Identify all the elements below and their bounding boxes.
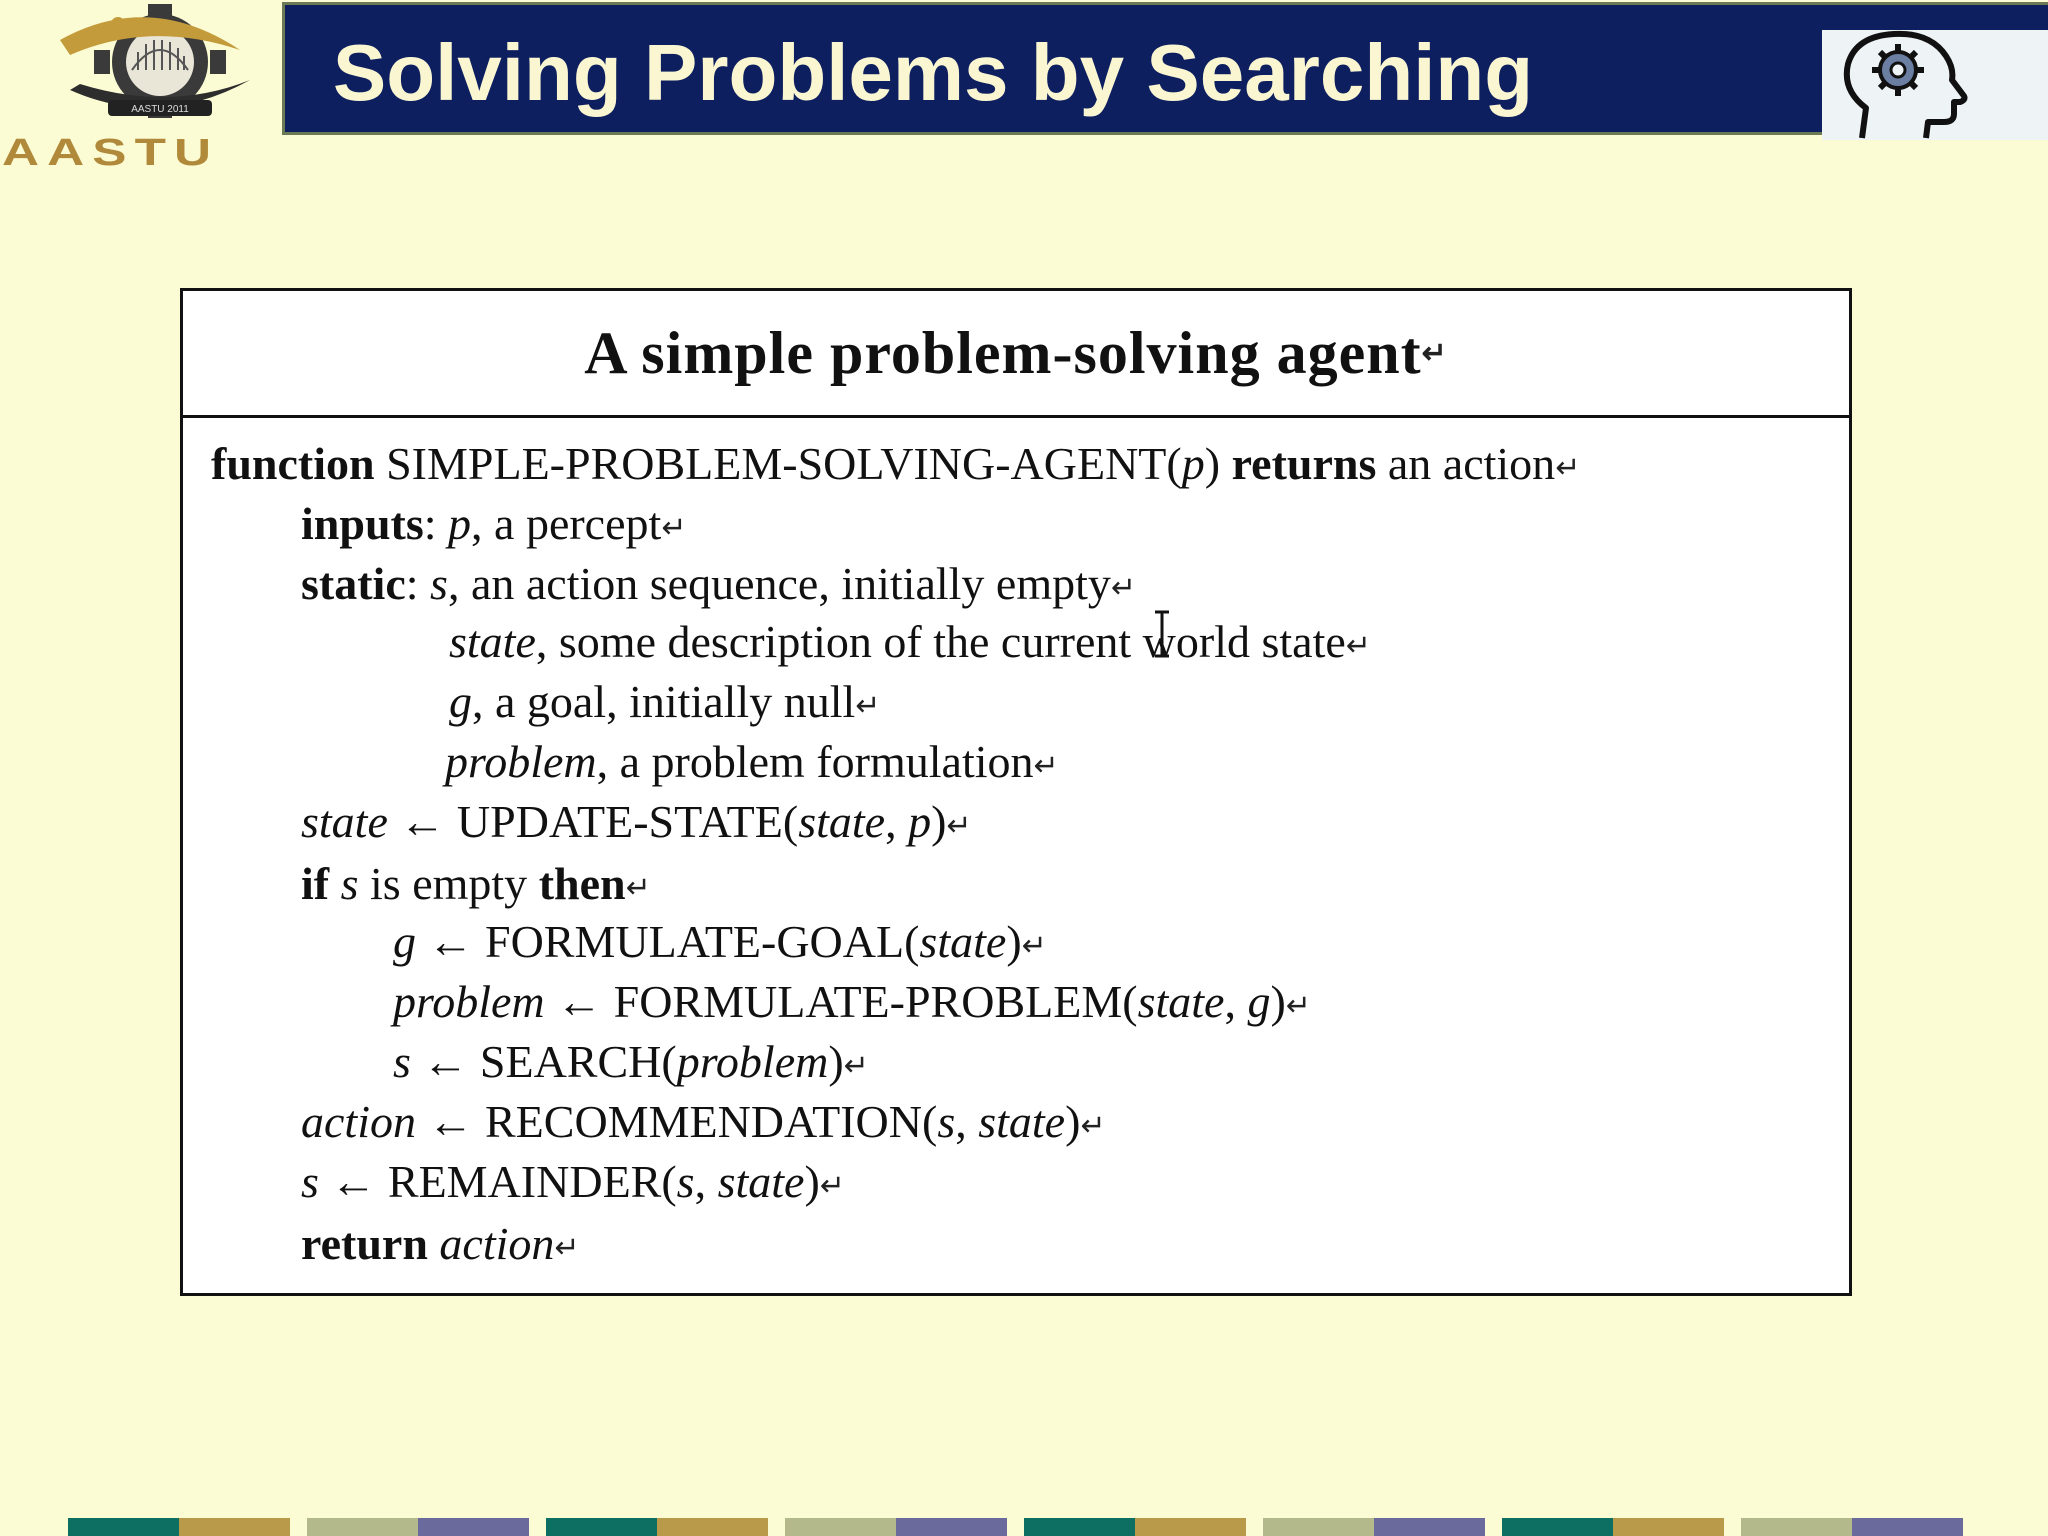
assign-arrow: ← — [416, 916, 485, 967]
paren-close: ) — [931, 796, 947, 847]
argument: s — [676, 1156, 695, 1207]
assign-arrow: ← — [410, 1036, 480, 1087]
pseudocode-line-5 — [449, 674, 880, 734]
paren-close: ) — [1270, 976, 1286, 1027]
return-mark: ↵ — [661, 511, 687, 545]
description: , a problem formulation — [596, 736, 1034, 787]
return-mark: ↵ — [1345, 629, 1371, 663]
stripe-teal — [1024, 1518, 1135, 1536]
function-call: REMAINDER( — [387, 1156, 677, 1207]
pseudocode-line-8 — [301, 856, 651, 916]
function-name: SIMPLE-PROBLEM-SOLVING-AGENT( — [386, 438, 1182, 489]
pseudocode-line-13 — [301, 1154, 845, 1214]
assign-target: action — [301, 1096, 416, 1147]
comma: , — [955, 1096, 979, 1147]
assign-arrow: ← — [415, 1096, 485, 1147]
return-mark: ↵ — [1285, 989, 1311, 1023]
pseudocode-line-3 — [301, 556, 1136, 616]
argument: s — [937, 1096, 956, 1147]
pseudocode-line-10 — [393, 974, 1311, 1034]
return-mark: ↵ — [819, 1169, 845, 1203]
pseudocode-line-6 — [445, 734, 1059, 794]
function-call: FORMULATE-PROBLEM( — [613, 976, 1138, 1027]
function-call: FORMULATE-GOAL( — [485, 916, 920, 967]
variable: problem — [445, 736, 597, 787]
assign-arrow: ← — [318, 1156, 388, 1207]
stripe-purple — [1374, 1518, 1485, 1536]
stripe-gold — [1135, 1518, 1246, 1536]
assign-arrow: ← — [387, 796, 457, 847]
return-mark: ↵ — [1021, 929, 1047, 963]
description: , an action sequence, initially empty — [447, 558, 1111, 609]
brain-gear-head-icon — [1822, 30, 2048, 140]
return-mark: ↵ — [1555, 451, 1581, 485]
footer-stripes — [68, 1518, 1980, 1536]
algorithm-heading — [183, 291, 1849, 418]
stripe-teal — [68, 1518, 179, 1536]
function-arg: p — [1181, 438, 1205, 489]
pseudocode-line-11 — [393, 1034, 869, 1094]
stripe-group — [1263, 1518, 1485, 1536]
variable: s — [340, 858, 359, 909]
stripe-group — [68, 1518, 290, 1536]
return-mark: ↵ — [855, 689, 881, 723]
keyword-returns: returns — [1231, 438, 1377, 489]
argument: state — [978, 1096, 1066, 1147]
variable: g — [449, 676, 472, 727]
keyword-then: then — [538, 858, 626, 909]
variable: state — [449, 616, 536, 667]
stripe-teal — [1502, 1518, 1613, 1536]
stripe-group — [1741, 1518, 1963, 1536]
colon: : — [405, 558, 419, 609]
stripe-purple — [1852, 1518, 1963, 1536]
keyword-static: static — [301, 558, 406, 609]
argument: problem — [676, 1036, 829, 1087]
argument: g — [1247, 976, 1271, 1027]
pseudocode-line-1 — [211, 436, 1580, 496]
return-mark: ↵ — [1110, 571, 1137, 605]
argument: state — [798, 796, 886, 847]
comma: , — [694, 1156, 718, 1207]
colon: : — [423, 498, 437, 549]
return-mark: ↵ — [946, 809, 972, 843]
assign-target: state — [301, 796, 388, 847]
slide-title: Solving Problems by Searching — [332, 28, 1534, 117]
assign-target: s — [301, 1156, 319, 1207]
assign-target: problem — [393, 976, 545, 1027]
keyword-function: function — [211, 438, 375, 489]
return-mark: ↵ — [1033, 749, 1059, 783]
return-mark: ↵ — [1080, 1109, 1106, 1143]
keyword-return: return — [301, 1218, 428, 1269]
stripe-teal — [546, 1518, 657, 1536]
comma: , — [885, 796, 909, 847]
stripe-group — [307, 1518, 529, 1536]
keyword-inputs: inputs — [301, 498, 424, 549]
aastu-logo — [0, 0, 310, 175]
assign-target: g — [393, 916, 416, 967]
paren-close: ) — [828, 1036, 844, 1087]
variable: p — [448, 498, 472, 549]
paren-close: ) — [804, 1156, 820, 1207]
stripe-group — [785, 1518, 1007, 1536]
function-call: SEARCH( — [479, 1036, 677, 1087]
logo-text: AASTU — [2, 132, 220, 174]
algorithm-box — [180, 288, 1852, 1296]
return-mark: ↵ — [1421, 336, 1448, 370]
argument: state — [1137, 976, 1225, 1027]
return-desc: an action — [1387, 438, 1556, 489]
keyword-if: if — [301, 858, 330, 909]
pseudocode-line-4 — [449, 614, 1371, 674]
algorithm-heading-text: A simple problem-solving agent — [584, 319, 1422, 386]
return-mark: ↵ — [625, 871, 651, 905]
paren-close: ) — [1204, 438, 1221, 489]
paren-close: ) — [1006, 916, 1022, 967]
argument: state — [717, 1156, 805, 1207]
assign-arrow: ← — [544, 976, 614, 1027]
stripe-sage — [785, 1518, 896, 1536]
return-mark: ↵ — [843, 1049, 869, 1083]
stripe-group — [1024, 1518, 1246, 1536]
argument: p — [908, 796, 932, 847]
stripe-gold — [179, 1518, 290, 1536]
stripe-group — [1502, 1518, 1724, 1536]
variable: action — [439, 1218, 555, 1269]
stripe-sage — [1741, 1518, 1852, 1536]
pseudocode-line-14 — [301, 1216, 580, 1276]
variable: s — [430, 558, 448, 609]
stripe-gold — [1613, 1518, 1724, 1536]
algorithm-body — [183, 418, 1849, 1269]
function-call: UPDATE-STATE( — [456, 796, 799, 847]
assign-target: s — [393, 1036, 411, 1087]
paren-close: ) — [1065, 1096, 1081, 1147]
stripe-purple — [418, 1518, 529, 1536]
pseudocode-line-2 — [301, 496, 686, 556]
argument: state — [919, 916, 1007, 967]
text-cursor-icon — [1153, 610, 1171, 658]
description: , a percept — [471, 498, 662, 549]
pseudocode-line-7 — [301, 794, 972, 854]
stripe-purple — [896, 1518, 1007, 1536]
pseudocode-line-9 — [393, 914, 1047, 974]
svg-text:AASTU 2011: AASTU 2011 — [131, 104, 189, 115]
condition-text: is empty — [358, 858, 539, 909]
stripe-sage — [1263, 1518, 1374, 1536]
stripe-sage — [307, 1518, 418, 1536]
stripe-gold — [657, 1518, 768, 1536]
pseudocode-line-12 — [301, 1094, 1106, 1154]
logo-emblem-icon — [0, 0, 310, 140]
comma: , — [1224, 976, 1248, 1027]
function-call: RECOMMENDATION( — [484, 1096, 938, 1147]
description: , a goal, initially null — [472, 676, 856, 727]
description: , some description of the current world state — [535, 616, 1346, 667]
stripe-group — [546, 1518, 768, 1536]
return-mark: ↵ — [554, 1231, 580, 1265]
